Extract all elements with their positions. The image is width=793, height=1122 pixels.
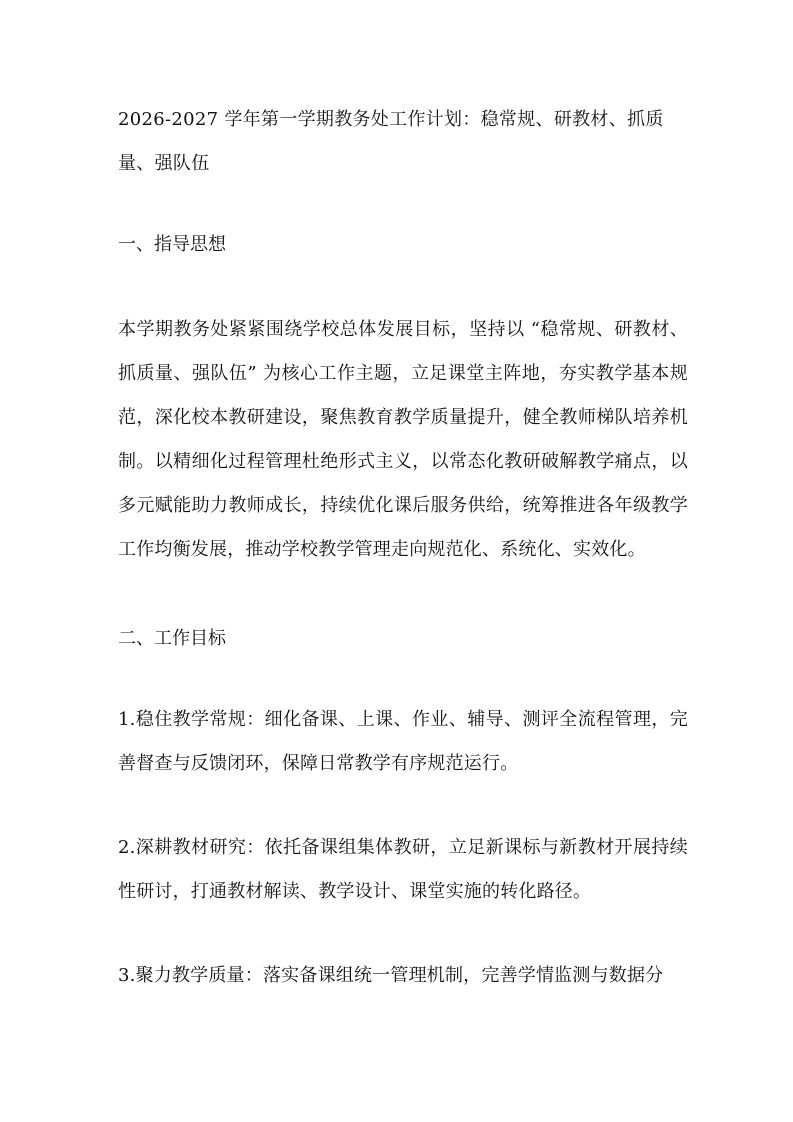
work-goal-item: 3.聚力教学质量：落实备课组统一管理机制，完善学情监测与数据分 [118, 965, 664, 986]
work-goal-item: 1.稳住教学常规：细化备课、上课、作业、辅导、测评全流程管理，完善督查与反馈闭环，保障日常教学有序规范运行。 [118, 709, 688, 774]
guiding-ideology-paragraph: 本学期教务处紧紧围绕学校总体发展目标，坚持以 “稳常规、研教材、抓质量、强队伍” 为核心工作主题，立足课堂主阵地，夯实教学基本规范，深化校本教研建设，聚焦教育教学质量提升，健全教师梯队培养机制。以精细化过程管理杜绝形式主义，以常态化教研破解教学痛点，以多元赋能助力教师成长，持续优化课后服务供给，统筹推进各年级教学工作均衡发展，推动学校教学管理走向规范化、系统化、实效化。 [118, 319, 688, 560]
work-goal-item: 2.深耕教材研究：依托备课组集体教研，立足新课标与新教材开展持续性研讨，打通教材解读、教学设计、课堂实施的转化路径。 [118, 837, 688, 902]
section-heading-guiding-ideology: 一、指导思想 [118, 234, 226, 255]
section-heading-work-goals: 二、工作目标 [118, 628, 226, 649]
document-page [118, 98, 688, 998]
document-title: 2026-2027 学年第一学期教务处工作计划：稳常规、研教材、抓质量、强队伍 [118, 109, 664, 174]
